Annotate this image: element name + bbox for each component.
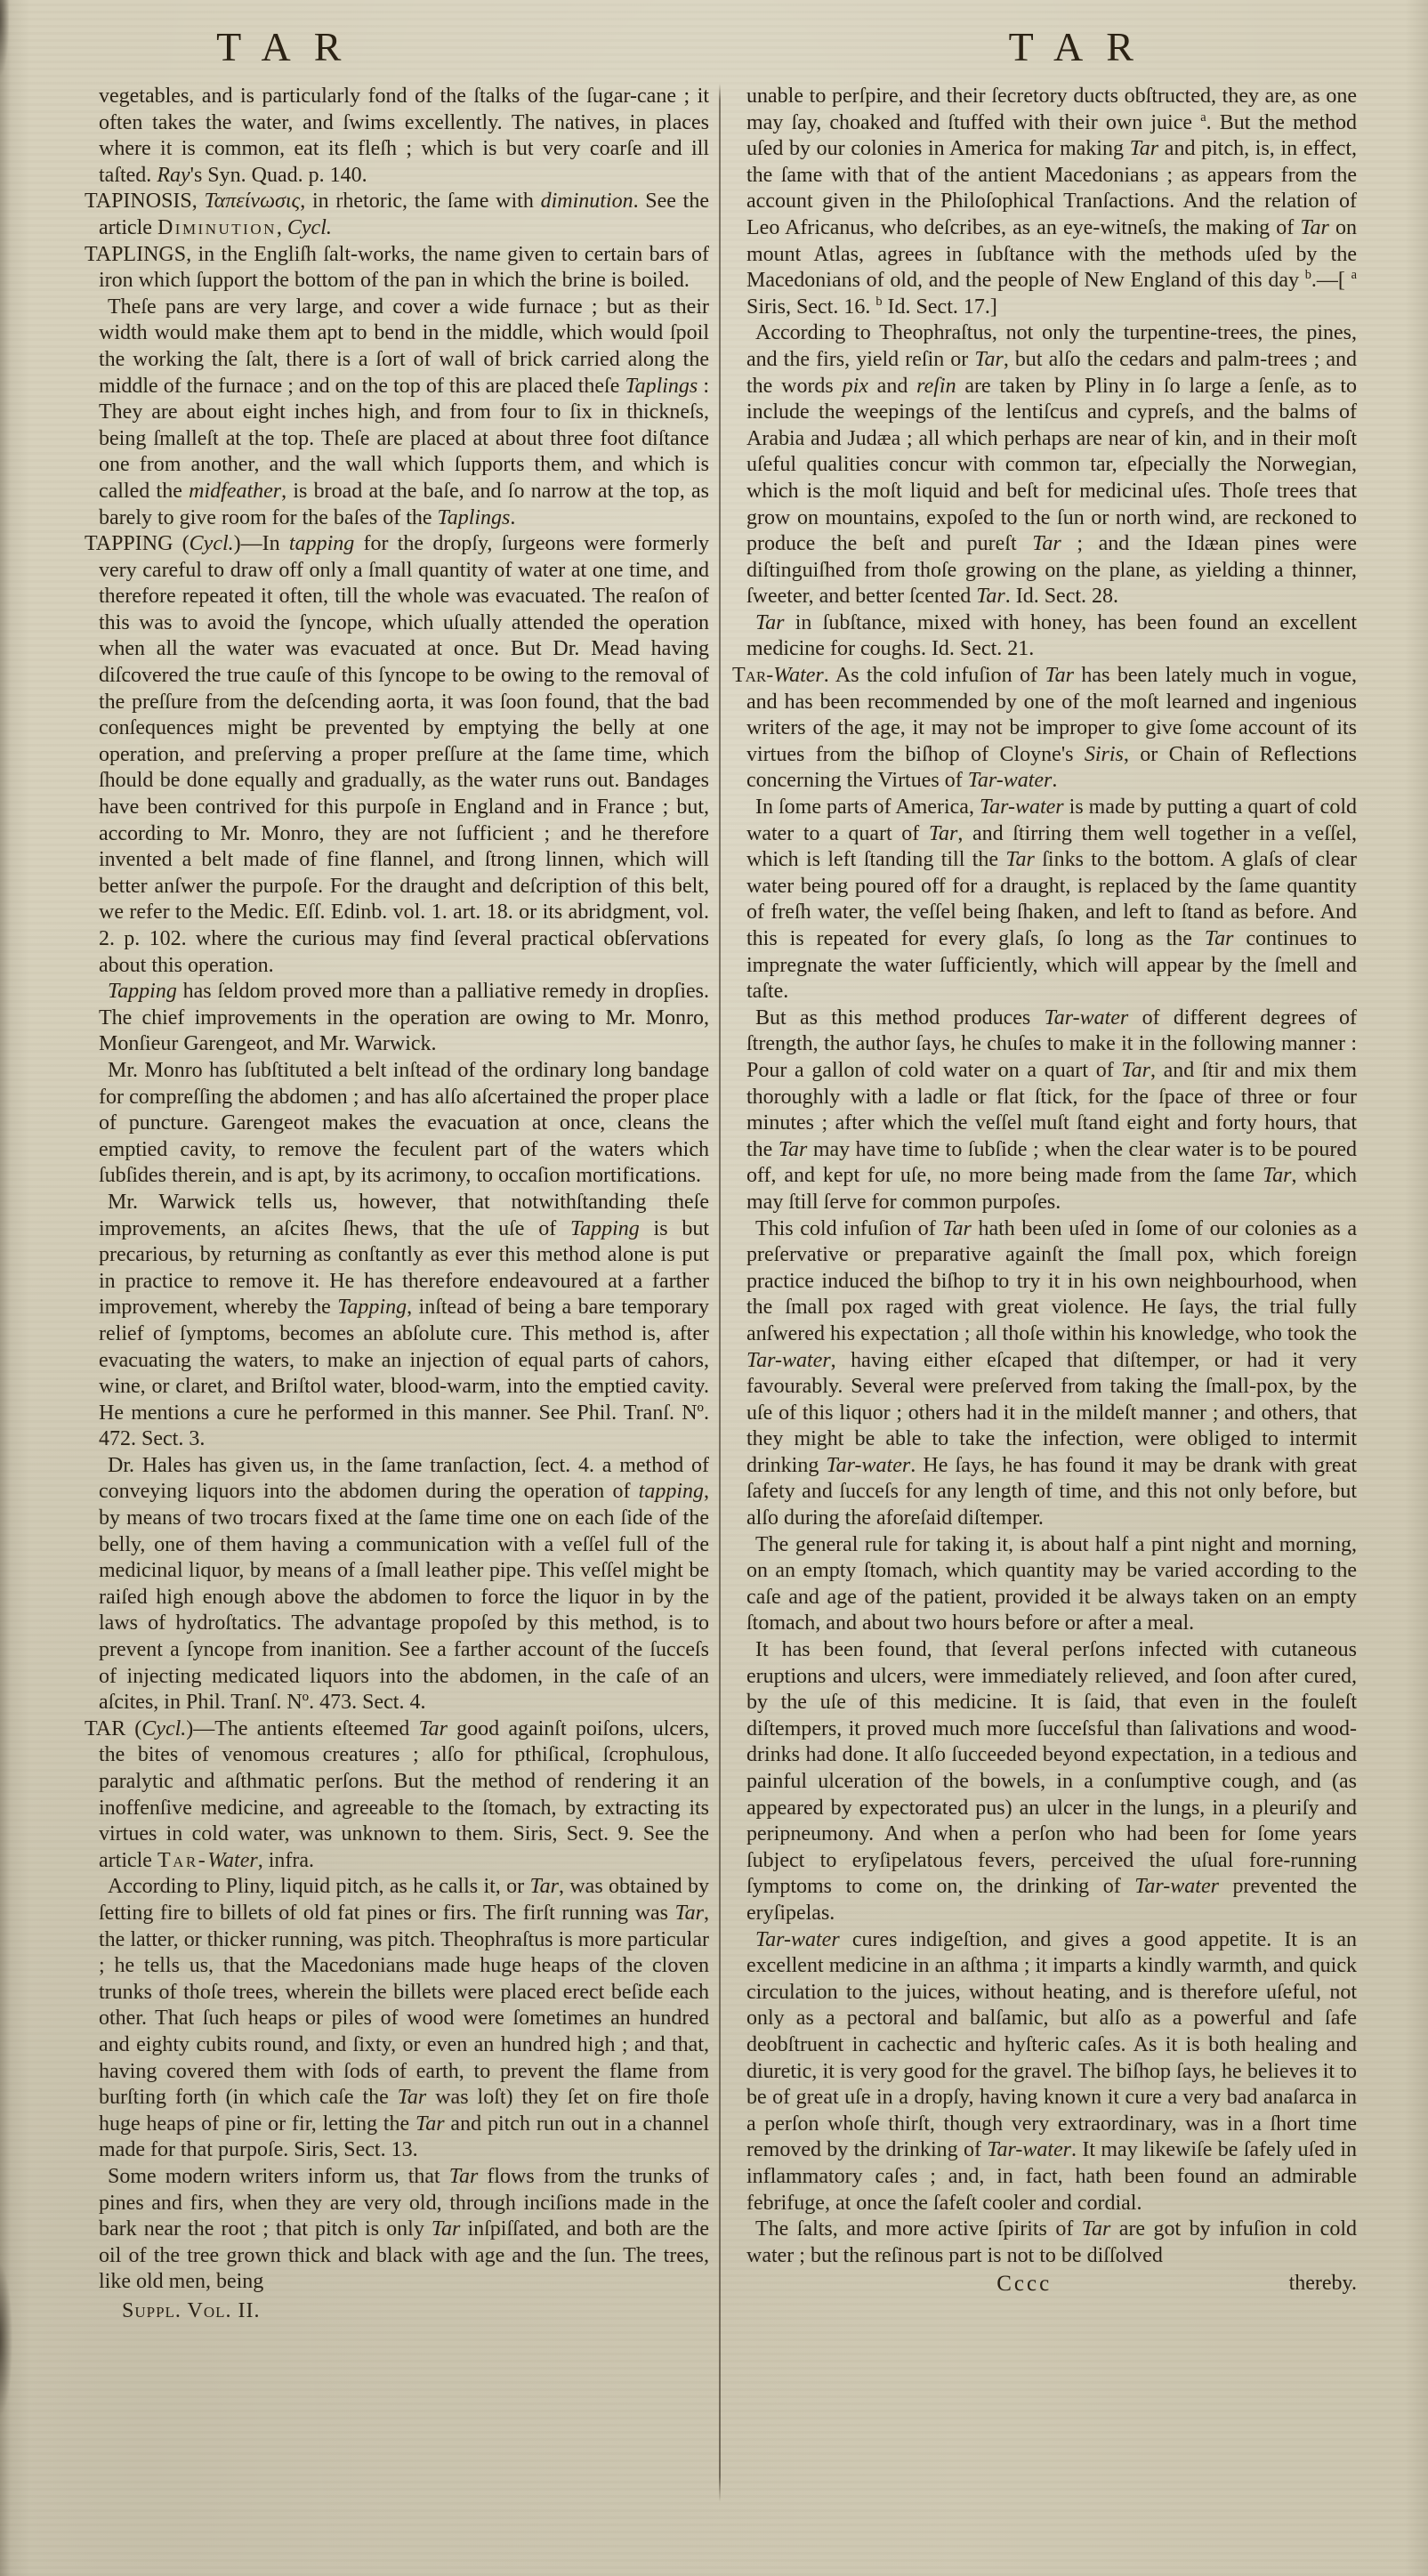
text-run: Tar-water [826,1453,911,1477]
text-run: Tar [1263,1164,1292,1188]
text-run: Taplings [437,505,511,529]
text-run: Tar [1032,532,1061,556]
entry-tar [85,1716,709,1875]
text-run: are got by infuſion in cold water ; but the reſinous part is not to be diſſolved [746,2217,1357,2267]
text-run: The general rule for taking it, is about half a pint night and morning, on an empty ſtomach, which quantity may be varied according to the caſe and age of the patient, provided it be always taken on an empty ſtomach, and about two hours before or after a meal. [746,1532,1357,1635]
text-run: and [867,374,917,398]
modern-writers-paragraph [85,2164,709,2296]
text-run: unable to perſpire, and their ſecretory ducts obſtructed, they are, as one may ſay, choaked and ſtuffed with their own juice [746,85,1357,134]
text-run: , having either eſcaped that diſtemper, or had it very favourably. Several were preſerved from taking the ſmall-pox, by the uſe of this liquor ; others had it in the mildeſt manner ; and others, that they might be able to take the infection, were obliged to intermit drinking [746,1348,1357,1477]
text-run: Tar- [157,1848,208,1872]
signature-catchword-line [732,2271,1357,2297]
text-run: Water [207,1848,258,1872]
text-run: According to Pliny, liquid pitch, as he calls it, or [108,1875,530,1899]
text-run: Tar [418,1716,448,1740]
text-area [85,84,1357,2576]
text-run: Tar [976,585,1005,609]
column-left [85,84,709,2576]
text-run: The ſalts, and more active ſpirits of [755,2217,1082,2241]
text-run: Siris [1084,742,1124,766]
text-run: . He ſays, he has found it may be drank with great ſafety and ſucceſs for any length of time, and this not only before, but alſo during the aforeſaid diſtemper. [746,1453,1358,1530]
signature-line [85,2298,709,2325]
footnote-marker: b [875,294,883,309]
text-run: Tar [1129,137,1159,161]
salts-paragraph [732,2217,1357,2269]
text-run: Tar [1204,927,1234,950]
text-run: Theſe pans are very large, and cover a wide furnace ; but as their width would make them apt to bend in the middle, which would ſpoil the working the ſalt, there is a ſort of wall of brick carried along the middle of the furnace ; and on the top of this are placed theſe [99,295,709,398]
text-run: Tar [778,1137,808,1161]
text-run: Ray [157,163,190,187]
text-run: Tar [942,1216,972,1240]
text-run: good againſt poiſons, ulcers, the bites of venomous creatures ; alſo for pthiſical, ſcrophulous, paralytic and aſthmatic perſons. But the method of rendering it an inoffenſive medicine, and agreeable to the ſtomach, by extracting its virtues in cold water, was unknown to them. Siris, Sect. 9. See the article [99,1716,709,1872]
text-run: Dr. Hales has given us, in the ſame tranſaction, ſect. 4. a method of conveying liquors into the abdomen during the operation of [99,1453,709,1504]
text-run: Tapping [337,1296,407,1320]
text-run: of different degrees of ſtrength, the author ſays, he chuſes to make it in the following manner : Pour a gallon of cold water on a quart of [746,1005,1357,1082]
text-run: Tar [1005,848,1035,872]
text-run: was loſt) they ſet on fire thoſe huge heaps of pine or fir, letting the [99,2086,710,2136]
text-run: TAPPING ( [85,532,190,556]
text-run: Id. Sect. 17.] [882,295,997,319]
text-run: Tar-water [746,1348,831,1372]
text-run: Tar [1121,1058,1150,1082]
text-run: : They are about eight inches high, and from four to ſix in thickneſs, being ſmalleſt at the top. Theſe are placed at about three foot diſtance one from another, and the wall which ſupports them, and which is called the [99,374,710,503]
footnote-marker: b [1304,268,1311,283]
text-run: may have time to ſubſide ; when the clear water is to be poured off, and kept for uſe, no more being made from the ſame [746,1137,1357,1188]
text-run: Tar-water [1044,1005,1129,1030]
entry-tapinosis [85,189,709,241]
text-run: . See the article [99,190,710,239]
tar-continuation [732,84,1357,320]
text-run: and pitch run out in a channel made for that purpoſe. Siris, Sect. 13. [99,2112,709,2162]
text-run: Water [773,664,824,688]
text-run: Tar [974,347,1004,371]
text-run: thereby. [1288,2272,1357,2296]
text-run: Ταπείνωσις [204,190,301,214]
text-run: Tar [397,2086,427,2110]
text-run: TAR ( [85,1716,142,1740]
text-run: .—[ [1311,269,1351,293]
text-run: Tar-water [1134,1875,1219,1899]
running-head-right: TAR [1008,24,1157,69]
text-run: diminution [540,190,633,214]
text-run: , and ſtir and mix them thoroughly with a ladle or flat ſtick, for the ſpace of three or four minutes ; after which the veſſel muſt ſtand eight and forty hours, that the [746,1058,1358,1161]
text-run: Diminution [157,215,277,239]
text-run: has been lately much in vogue, and has been recommended by one of the moſt learned and ingenious writers of the age, it may not be improper to give ſome account of its virtues from the biſhop of Cloyne's [746,664,1357,766]
page-edge-blemish [0,2265,12,2416]
text-run: in ſubſtance, mixed with honey, has been found an excellent medicine for coughs. Id. Sect. 21. [746,610,1357,661]
text-run: Tar- [732,664,774,688]
text-run: Tar-water [979,795,1064,820]
text-run: Siris, Sect. 16. [746,295,876,319]
text-run: . Id. Sect. 28. [1004,585,1119,609]
taplings-pans-paragraph [85,295,709,531]
general-rule-paragraph [732,1532,1357,1637]
column-rule [719,84,721,2502]
text-run: Tar-water [987,2138,1072,2162]
text-run: flows from the trunks of pines and firs, when they are very old, through inciſions made in the bark near the root ; that pitch is only [99,2164,710,2241]
theophrastus-paragraph [732,320,1357,610]
text-run: This cold infuſion of [755,1216,943,1240]
text-run: , which may ſtill ſerve for common purpoſes. [746,1164,1357,1214]
text-run: Tar-water [967,769,1053,793]
entry-tapping [85,531,709,979]
text-run: Suppl. Vol. II. [122,2298,261,2322]
text-run: TAPINOSIS, [85,190,205,214]
column-right [732,84,1357,2576]
text-run: According to Theophraſtus, not only the turpentine-trees, the pines, and the firs, yield reſin or [746,321,1357,371]
text-run: )—The antients eſteemed [186,1716,419,1740]
text-run: pix [842,374,868,398]
text-run: TAPLINGS, in the Engliſh ſalt-works, the name given to certain bars of iron which ſupport the bottom of the pan in which the brine is boiled. [85,242,709,293]
text-run: midfeather [189,479,282,503]
text-run: Some modern writers inform us, that [108,2164,449,2188]
text-run: are taken by Pliny in ſo large a ſenſe, as to include the weepings of the lentiſcus and cypreſs, and the balms of Arabia and Judæa ; all which perhaps are near of kin, and in their moſt uſeful qualities concur with common tar, eſpecially the Norwegian, which is the moſt liquid and beſt for medicinal uſes. Thoſe trees that grow on mountains, expoſed to the ſun or north wind, are reckoned to produce the beſt and pureſt [746,374,1357,556]
monro-paragraph [85,1058,709,1190]
text-run: Tar [431,2217,461,2241]
footnote-marker: a [1200,109,1206,125]
bishop-method-paragraph [732,1005,1357,1216]
text-run: hath been uſed in ſome of our colonies as a preſervative or preparative againſt the ſmall pox, which foreign practice induced the biſhop to try it in his own neighbourhood, when the ſmall pox raged with great violence. He ſays, the trial fully anſwered his expectation ; all thoſe within his knowledge, who took the [746,1216,1357,1345]
warwick-paragraph [85,1190,709,1453]
entry-taplings [85,242,709,295]
tapping-palliative-paragraph [85,979,709,1058]
footnote-marker: a [1351,268,1357,283]
text-run: , in rhetoric, the ſame with [300,190,541,214]
text-run: , and ſtirring them well together in a veſſel, which is left ſtanding till the [746,821,1357,872]
text-run: , inſtead of being a bare temporary relief of ſymptoms, becomes an abſolute cure. This method is, after evacuating the waters, to make an injection of equal parts of cahors, wine, or claret, and Briſtol water, blood-warm, into the emptied cavity. He mentions a cure he performed in this manner. See Phil. Tranſ. Nº. 472. Sect. 3. [99,1296,709,1451]
text-run: prevented the eryſipelas. [746,1875,1358,1925]
text-run: Tar [448,2164,479,2188]
text-run: is made by putting a quart of cold water to a quart of [746,795,1358,845]
text-run: Mr. Monro has ſubſtituted a belt inſtead of the ordinary long bandage for compreſſing the abdomen ; and has alſo aſcertained the proper place of puncture. Garengeot makes the evacuation at once, cleans the emptied cavity, to remove the feculent part of the waters which ſubſides therein, and is apt, by its acrimony, to occaſion mortifications. [99,1058,709,1188]
text-run: on mount Atlas, agrees in ſubſtance with the methods uſed by the Macedonians of old, and the people of New England of this day [746,215,1357,293]
text-run: , the latter, or thicker running, was pitch. Theophraſtus is more particular ; he tells us, that the Macedonians made huge heaps of the cloven trunks of thoſe trees, wherein the billets were placed erect beſide each other. That ſuch heaps or piles of wood were ſometimes an hundred and eighty cubits round, and ſixty, or even an hundred high ; and that, having covered them with ſods of earth, to prevent the flame from burſting forth (in which caſe the [99,1901,709,2110]
text-run: , or Chain of Reflections concerning the Virtues of [746,742,1357,793]
text-run: cures indigeſtion, and gives a good appetite. It is an excellent medicine in an aſthma ; it imparts a kindly warmth, and quick circulation to the juices, without heating, and is therefore uſeful, not only as a pectoral and balſamic, but alſo as a powerful and ſafe deobſtruent in cachectic and hyſteric caſes. As it is both healing and diuretic, it is very good for the gravel. The biſhop ſays, he believes it to be of great uſe in a dropſy, having known it cure a very bad anaſarca in a perſon whoſe thirſt, though very extraordinary, was in a ſhort time removed by the drinking of [746,1927,1357,2162]
text-run: tapping [288,532,355,556]
text-run: Taplings [625,374,698,398]
text-run: Tapping [569,1216,640,1240]
text-run: continues to impregnate the water ſufficiently, which will appear by the ſmell and taſte. [746,927,1357,1004]
text-run: , infra. [257,1848,314,1872]
tapir-continuation [85,84,709,189]
text-run: inſpiſſated, and both are the oil of the tree grown thick and black with age and the ſun. The trees, like old men, being [99,2217,710,2294]
america-method-paragraph [732,795,1357,1005]
text-run: reſin [916,374,956,398]
text-run: Tar [415,2112,445,2136]
text-run: , [276,215,287,239]
text-run: is but precarious, by returning as conſtantly as ever this method alone is put in practice to remove it. He has therefore endeavoured at a farther improvement, whereby the [99,1216,709,1320]
text-run: Tar-water [755,1927,840,1951]
text-run: Tar [529,1875,559,1899]
text-run: , by means of two trocars fixed at the ſame time one on each ſide of the belly, one of them having a communication with a veſſel full of the medicinal liquor, by means of a ſmall leather pipe. This veſſel might be raiſed high enough above the abdomen to force the liquor in by the laws of hydroſtatics. The advantage propoſed by this method, is to prevent a ſyncope from inanition. See a farther account of the ſucceſs of injecting medicated liquors into the abdomen, in the caſe of an aſcites, in Phil. Tranſ. Nº. 473. Sect. 4. [99,1480,709,1715]
text-run: has ſeldom proved more than a palliative remedy in dropſies. The chief improvements in the operation are owing to Mr. Monro, Monſieur Garengeot, and Mr. Warwick. [99,980,709,1056]
text-run: ; and the Idæan pines were diſtinguiſhed from thoſe growing on the plane, as yielding a thinner, ſweeter, and better ſcented [746,532,1357,609]
smallpox-paragraph [732,1216,1357,1532]
text-run: Tar [1045,664,1074,688]
text-run: vegetables, and is particularly fond of the ſtalks of the ſugar-cane ; it often takes the water, and ſwims excellently. The natives, in places where it is common, eat its fleſh ; which is but very coarſe and ill taſted. [99,85,709,187]
text-run: Cycl. [189,532,234,556]
text-run: , is broad at the baſe, and ſo narrow at the top, as barely to give room for the baſes of the [99,479,709,529]
tar-honey-paragraph [732,610,1357,663]
text-run: . It may likewiſe be ſafely uſed in inflammatory caſes ; and, in fact, hath been found an admirable febrifuge, at once the ſafeſt cooler and cordial. [746,2138,1358,2215]
text-run: Tar [755,610,785,634]
text-run: . [1052,769,1058,793]
entry-tar-water [732,663,1357,795]
text-run: tapping [638,1480,704,1504]
text-run: Mr. Warwick tells us, however, that notwithſtanding theſe improvements, an aſcites ſhews, that the uſe of [99,1190,709,1240]
text-run: , but alſo the cedars and palm-trees ; and the words [746,347,1357,398]
text-run: , was obtained by ſetting fire to billets of old fat pines or firs. The firſt running was [99,1875,709,1925]
text-run: Tar [928,821,958,845]
running-head-left: TAR [216,24,365,69]
text-run: In ſome parts of America, [755,795,980,820]
text-run: It has been found, that ſeveral perſons infected with cutaneous eruptions and ulcers, were immediately relieved, and ſoon after cured, by the uſe of this medicine. It is ſaid, that even in the fouleſt diſtempers, it proved much more ſucceſsful than ſalivations and wood-drinks had done. It alſo ſucceeded beyond expectation, in a tedious and painful ulceration of the bowels, in a conſumptive cough, and (as appeared by expectorated pus) an ulcer in the lungs, in a pleuriſy and peripneumony. And when a perſon who had been for ſome years ſubject to eryſipelatous fevers, perceived the uſual fore-running ſymptoms to come on, the drinking of [746,1638,1357,1899]
cutaneous-paragraph [732,1637,1357,1927]
text-run: )—In [233,532,289,556]
text-run: ſinks to the bottom. A glaſs of clear water being poured off for a draught, is replaced by the ſame quantity of freſh water, the veſſel being ſhaken, and left to ſtand as before. And this is repeated for every glaſs, ſo long as the [746,848,1357,950]
text-run: Cccc [996,2272,1053,2297]
hales-paragraph [85,1453,709,1716]
text-run: 's Syn. Quad. p. 140. [190,163,367,187]
text-run: Tar [1081,2217,1111,2241]
cures-paragraph [732,1927,1357,2217]
text-run: But as this method produces [755,1005,1045,1030]
pliny-paragraph [85,1874,709,2164]
text-run: and pitch, is, in effect, the ſame with that of the antient Macedonians ; as appears from the account given in the Philoſophical Tranſactions. And the relation of Leo Africanus, who deſcribes, as an eye-witneſs, the making of [746,137,1357,239]
text-run: for the dropſy, ſurgeons were formerly very careful to draw off only a ſmall quantity of water at one time, and therefore repeated it often, till the whole was evacuated. The reaſon of this was to avoid the ſyncope, which uſually attended the operation when all the water was evacuated at once. But Dr. Mead having diſcovered the true cauſe of this ſyncope to be owing to the removal of the preſſure from the deſcending aorta, it was ſoon found, that the bad conſequences might be prevented by emptying the belly at one operation, and preſerving a proper preſſure at the ſame time, which ſhould be done equally and gradually, as the water runs out. Bandages have been contrived for this purpoſe in England and in France ; but, according to Mr. Monro, they are not ſufficient ; and he therefore invented a belt made of fine flannel, and ſtrong linnen, which will better anſwer the purpoſe. For the draught and deſcription of this belt, we refer to the Medic. Eſſ. Edinb. vol. 1. art. 18. or its abridgment, vol. 2. p. 102. where the curious may find ſeveral practical obſervations about this operation. [99,532,710,977]
text-run: Tar [674,1901,704,1925]
text-run: . But the method uſed by our colonies in America for making [746,110,1358,161]
text-run: Tar [1300,215,1329,239]
running-head [0,23,1428,70]
text-run: Cycl. [286,215,332,239]
text-run: . [510,505,516,529]
text-run: Cycl. [141,1716,187,1740]
text-run: . As the cold infuſion of [823,664,1045,688]
text-run: Tapping [108,980,177,1004]
